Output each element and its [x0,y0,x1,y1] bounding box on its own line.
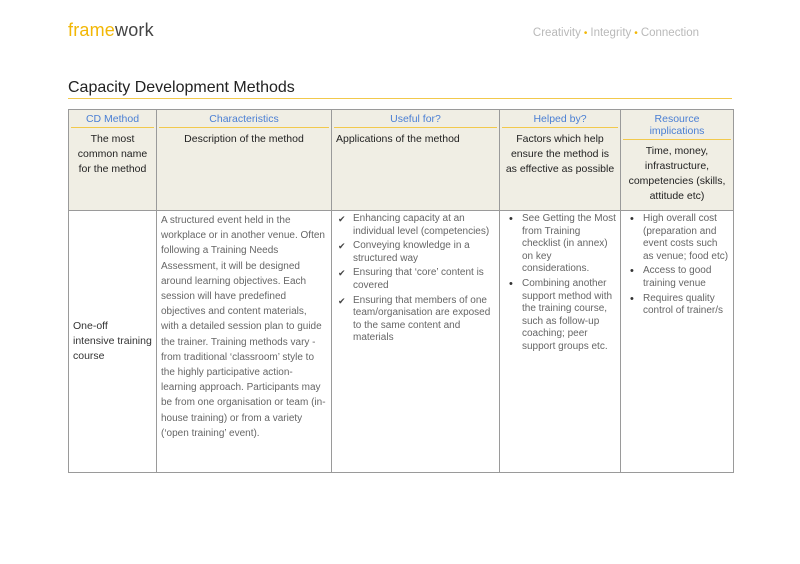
resources-list [625,213,729,318]
list-item: ✔ Ensuring that ‘core’ content is covered [353,267,495,292]
tagline-word: Integrity [590,27,632,39]
tagline-word: Connection [640,27,699,39]
col-header-cd-method [69,110,157,211]
list-item: ✔ Enhancing capacity at an individual level (competencies) [353,213,495,238]
col-header-resource-implications [621,110,734,211]
col-subtitle: Applications of the method [336,133,460,145]
col-subtitle: Factors which help ensure the method is as effective as possible [505,133,615,175]
methods-table [68,109,734,473]
list-item: • High overall cost (preparation and event costs such as venue; food etc) [643,213,729,263]
col-subtitle: Time, money, infrastructure, competencies (skills, attitude etc) [628,145,726,202]
framework-logo [68,20,154,41]
cell-useful-for [332,211,500,473]
helped-by-list [504,213,616,354]
logo-part-1: frame [68,20,116,40]
col-subtitle: Description of the method [184,133,304,145]
list-item: • Requires quality control of trainer/s [643,293,729,318]
col-header-helped-by [500,110,621,211]
col-header-characteristics [157,110,332,211]
list-item: • See Getting the Most from Training checklist (in annex) on key considerations. [522,213,616,276]
col-title: CD Method [71,110,154,128]
cell-resources [621,211,734,473]
col-header-useful-for [332,110,500,211]
cell-method: One-off intensive training course [69,211,157,473]
tagline-separator: • [634,28,638,39]
cell-characteristics: A structured event held in the workplace or in another venue. Often following a Training Needs Assessment, it will be designed around learning objectives. Each session will have predefined objectives and content materials, with a detailed session plan to guide the trainer. Training methods vary - from traditional ‘classroom’ style to the highly participative action-learning approach. Participants may be from one organisation or team (in-house training) or from a variety (‘open training’ event). [157,211,332,473]
col-title: Characteristics [159,110,329,128]
tagline [533,27,699,39]
table-row [69,211,734,473]
cell-helped-by [500,211,621,473]
tagline-separator: • [583,28,588,39]
col-title: Resource implications [623,110,731,140]
col-title: Helped by? [502,110,618,128]
list-item: ✔ Conveying knowledge in a structured way [353,240,495,265]
page-title: Capacity Development Methods [68,79,295,96]
useful-for-list [336,213,495,345]
list-item: • Access to good training venue [643,265,729,290]
title-divider [68,98,732,99]
logo-part-2: work [115,20,154,40]
list-item: • Combining another support method with the training course, such as follow-up coaching; peer support groups etc. [522,278,616,354]
tagline-word: Creativity [532,27,581,39]
table-header-row [69,110,734,211]
col-subtitle: The most common name for the method [77,133,148,175]
col-title: Useful for? [334,110,497,128]
list-item: ✔ Ensuring that members of one team/organisation are exposed to the same content and materials [353,295,495,345]
